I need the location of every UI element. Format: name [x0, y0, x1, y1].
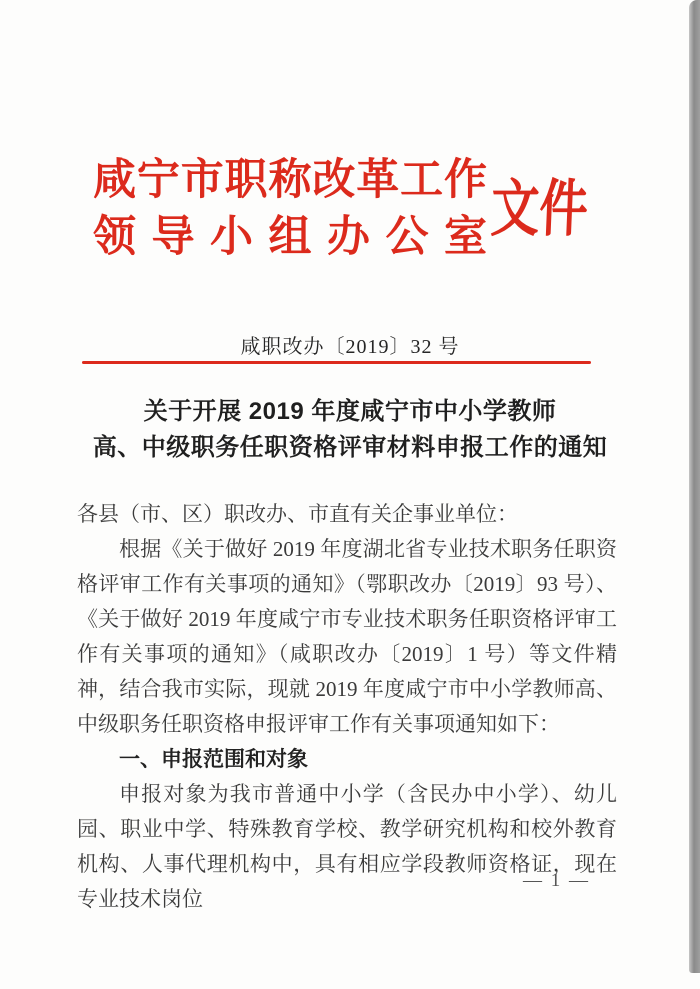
letterhead-org-name — [93, 152, 487, 266]
page-number: — 1 — — [523, 870, 590, 891]
paragraph-scope: 申报对象为我市普通中小学（含民办中小学）、幼儿园、职业中学、特殊教育学校、教学研究机构和校外教育机构、人事代理机构中，具有相应学段教师资格证，现在专业技术岗位 — [77, 782, 617, 911]
letterhead-suffix-wenjian: 文件 — [489, 172, 590, 245]
letterhead — [93, 152, 615, 266]
document-title-line2: 高、中级职务任职资格评审材料申报工作的通知 — [92, 434, 608, 461]
document-title-line1: 关于开展 2019 年度咸宁市中小学教师 — [143, 398, 557, 425]
page-edge-shadow — [689, 0, 700, 973]
document-title — [0, 394, 700, 466]
paragraph-basis: 根据《关于做好 2019 年度湖北省专业技术职务任职资格评审工作有关事项的通知》（鄂职改办〔2019〕93 号）、《关于做好 2019 年度咸宁市专业技术职务任职资格评审工作有关事项的通知》（咸职改办〔2019〕1 号）等文件精神，结合我市实际，现就 2019 年度咸宁市中小学教师高、中级职务任职资格申报评审工作有关事项通知如下： — [77, 537, 617, 736]
document-body — [77, 497, 617, 917]
document-number: 咸职改办〔2019〕32 号 — [240, 336, 460, 358]
letterhead-line1: 咸宁市职称改革工作 — [93, 155, 487, 205]
red-separator-line — [82, 361, 591, 364]
section-1-heading: 一、申报范围和对象 — [119, 748, 308, 771]
salutation: 各县（市、区）职改办、市直有关企事业单位： — [77, 502, 518, 526]
letterhead-line2: 领导小组办公室 — [93, 212, 487, 262]
